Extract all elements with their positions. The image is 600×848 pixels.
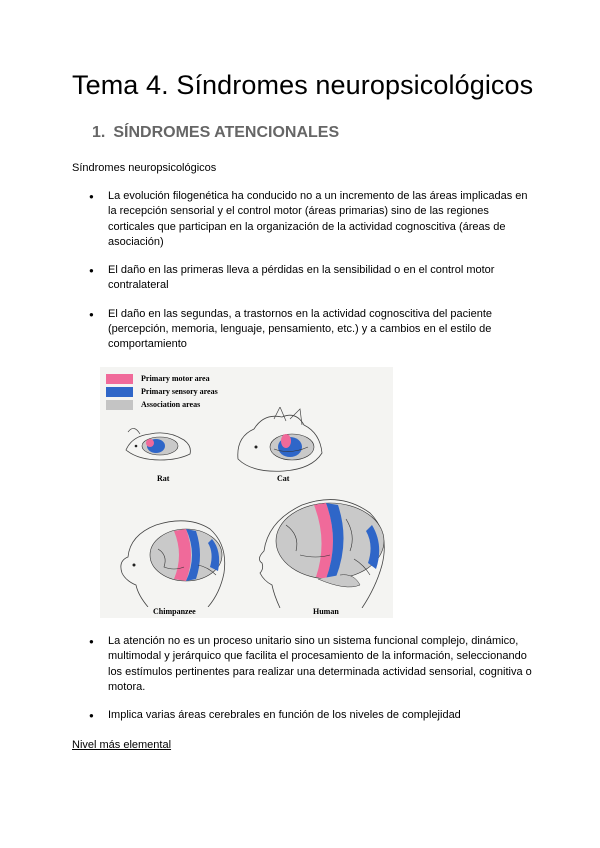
section-label: SÍNDROMES ATENCIONALES <box>113 124 340 141</box>
section-number: 1. <box>92 124 106 141</box>
legend-swatch-sensory <box>106 387 133 397</box>
list-item: ● La atención no es un proceso unitario sino un sistema funcional complejo, dinámico, multimodal y jerárquico que facilita el procesamiento de la información, seleccionando los estímulos pertinentes para realizar una determinada actividad sensorial, cognitiva o motora. <box>108 634 538 695</box>
list-item: ● El daño en las segundas, a trastornos en la actividad cognoscitiva del paciente (percepción, memoria, lenguaje, pensamiento, etc.) y a cambios en el estilo de comportamiento <box>108 307 538 353</box>
list-item: ● La evolución filogenética ha conducido no a un incremento de las áreas implicadas en la recepción sensorial y el control motor (áreas primarias) sino de las regiones corticales que participan en la organización de la actividad cognoscitiva (áreas de asociación) <box>108 189 538 250</box>
legend-sensory <box>106 386 218 397</box>
intro-text: Síndromes neuropsicológicos <box>72 162 217 174</box>
human-illustration <box>250 495 390 608</box>
bullet-list-top <box>108 189 538 353</box>
page-title: Tema 4. Síndromes neuropsicológicos <box>72 70 534 100</box>
legend-swatch-association <box>106 400 133 410</box>
list-item: ● El daño en las primeras lleva a pérdidas en la sensibilidad o en el control motor contralateral <box>108 263 538 294</box>
caption-human: Human <box>313 607 339 616</box>
subheading-nivel: Nivel más elemental <box>72 739 172 751</box>
legend-label: Primary sensory areas <box>141 387 218 396</box>
caption-chimpanzee: Chimpanzee <box>153 607 196 616</box>
legend-swatch-motor <box>106 374 133 384</box>
section-heading <box>92 124 339 142</box>
legend-label: Association areas <box>141 400 201 409</box>
cat-illustration <box>234 407 329 482</box>
legend-motor <box>106 373 210 384</box>
brain-evolution-figure <box>100 367 393 618</box>
list-item: ● Implica varias áreas cerebrales en función de los niveles de complejidad <box>108 708 538 723</box>
caption-cat: Cat <box>277 474 290 483</box>
legend-association <box>106 399 200 410</box>
chimpanzee-illustration <box>108 515 233 607</box>
rat-illustration <box>122 422 197 467</box>
legend-label: Primary motor area <box>141 374 210 383</box>
bullet-list-bottom <box>108 634 538 723</box>
caption-rat: Rat <box>157 474 170 483</box>
